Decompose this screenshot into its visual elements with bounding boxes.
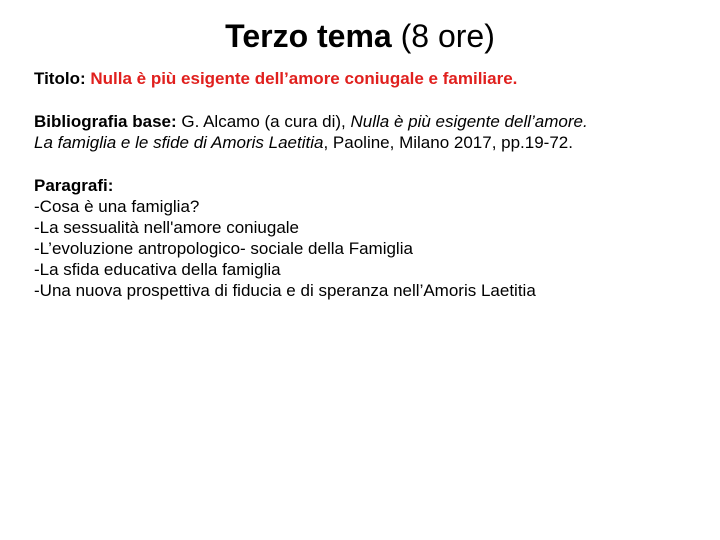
bibliografia-label: Bibliografia base: [34,112,177,131]
titolo-value: Nulla è più esigente dell’amore coniugale e familiare. [90,69,518,88]
titolo-line [34,68,704,89]
bibliografia-line-2 [34,132,704,153]
slide-title [0,14,720,58]
bibliografia-publisher: , Paoline, Milano 2017, pp.19-72. [323,133,573,152]
paragrafo-item: -Una nuova prospettiva di fiducia e di speranza nell’Amoris Laetitia [34,281,536,300]
bibliografia-line-1 [34,111,704,132]
bibliografia-book-title-2: La famiglia e le sfide di Amoris Laetitia [34,133,324,152]
paragrafi-label: Paragrafi: [34,176,114,195]
paragrafo-item: -L’evoluzione antropologico- sociale della Famiglia [34,239,413,258]
bibliografia-author: G. Alcamo (a cura di), [176,112,351,131]
title-suffix: (8 ore) [391,18,495,54]
bibliografia-book-title-1: Nulla è più esigente dell’amore. [350,112,588,131]
paragrafo-item: -Cosa è una famiglia? [34,197,200,216]
paragrafo-item: -La sessualità nell'amore coniugale [34,218,300,237]
spacer [34,89,704,111]
paragrafi-block [34,175,704,301]
titolo-label: Titolo: [34,69,86,88]
slide-content [34,68,704,301]
bibliografia-block [34,111,704,153]
title-main: Terzo tema [225,18,392,54]
paragrafo-item: -La sfida educativa della famiglia [34,260,281,279]
spacer [34,153,704,175]
